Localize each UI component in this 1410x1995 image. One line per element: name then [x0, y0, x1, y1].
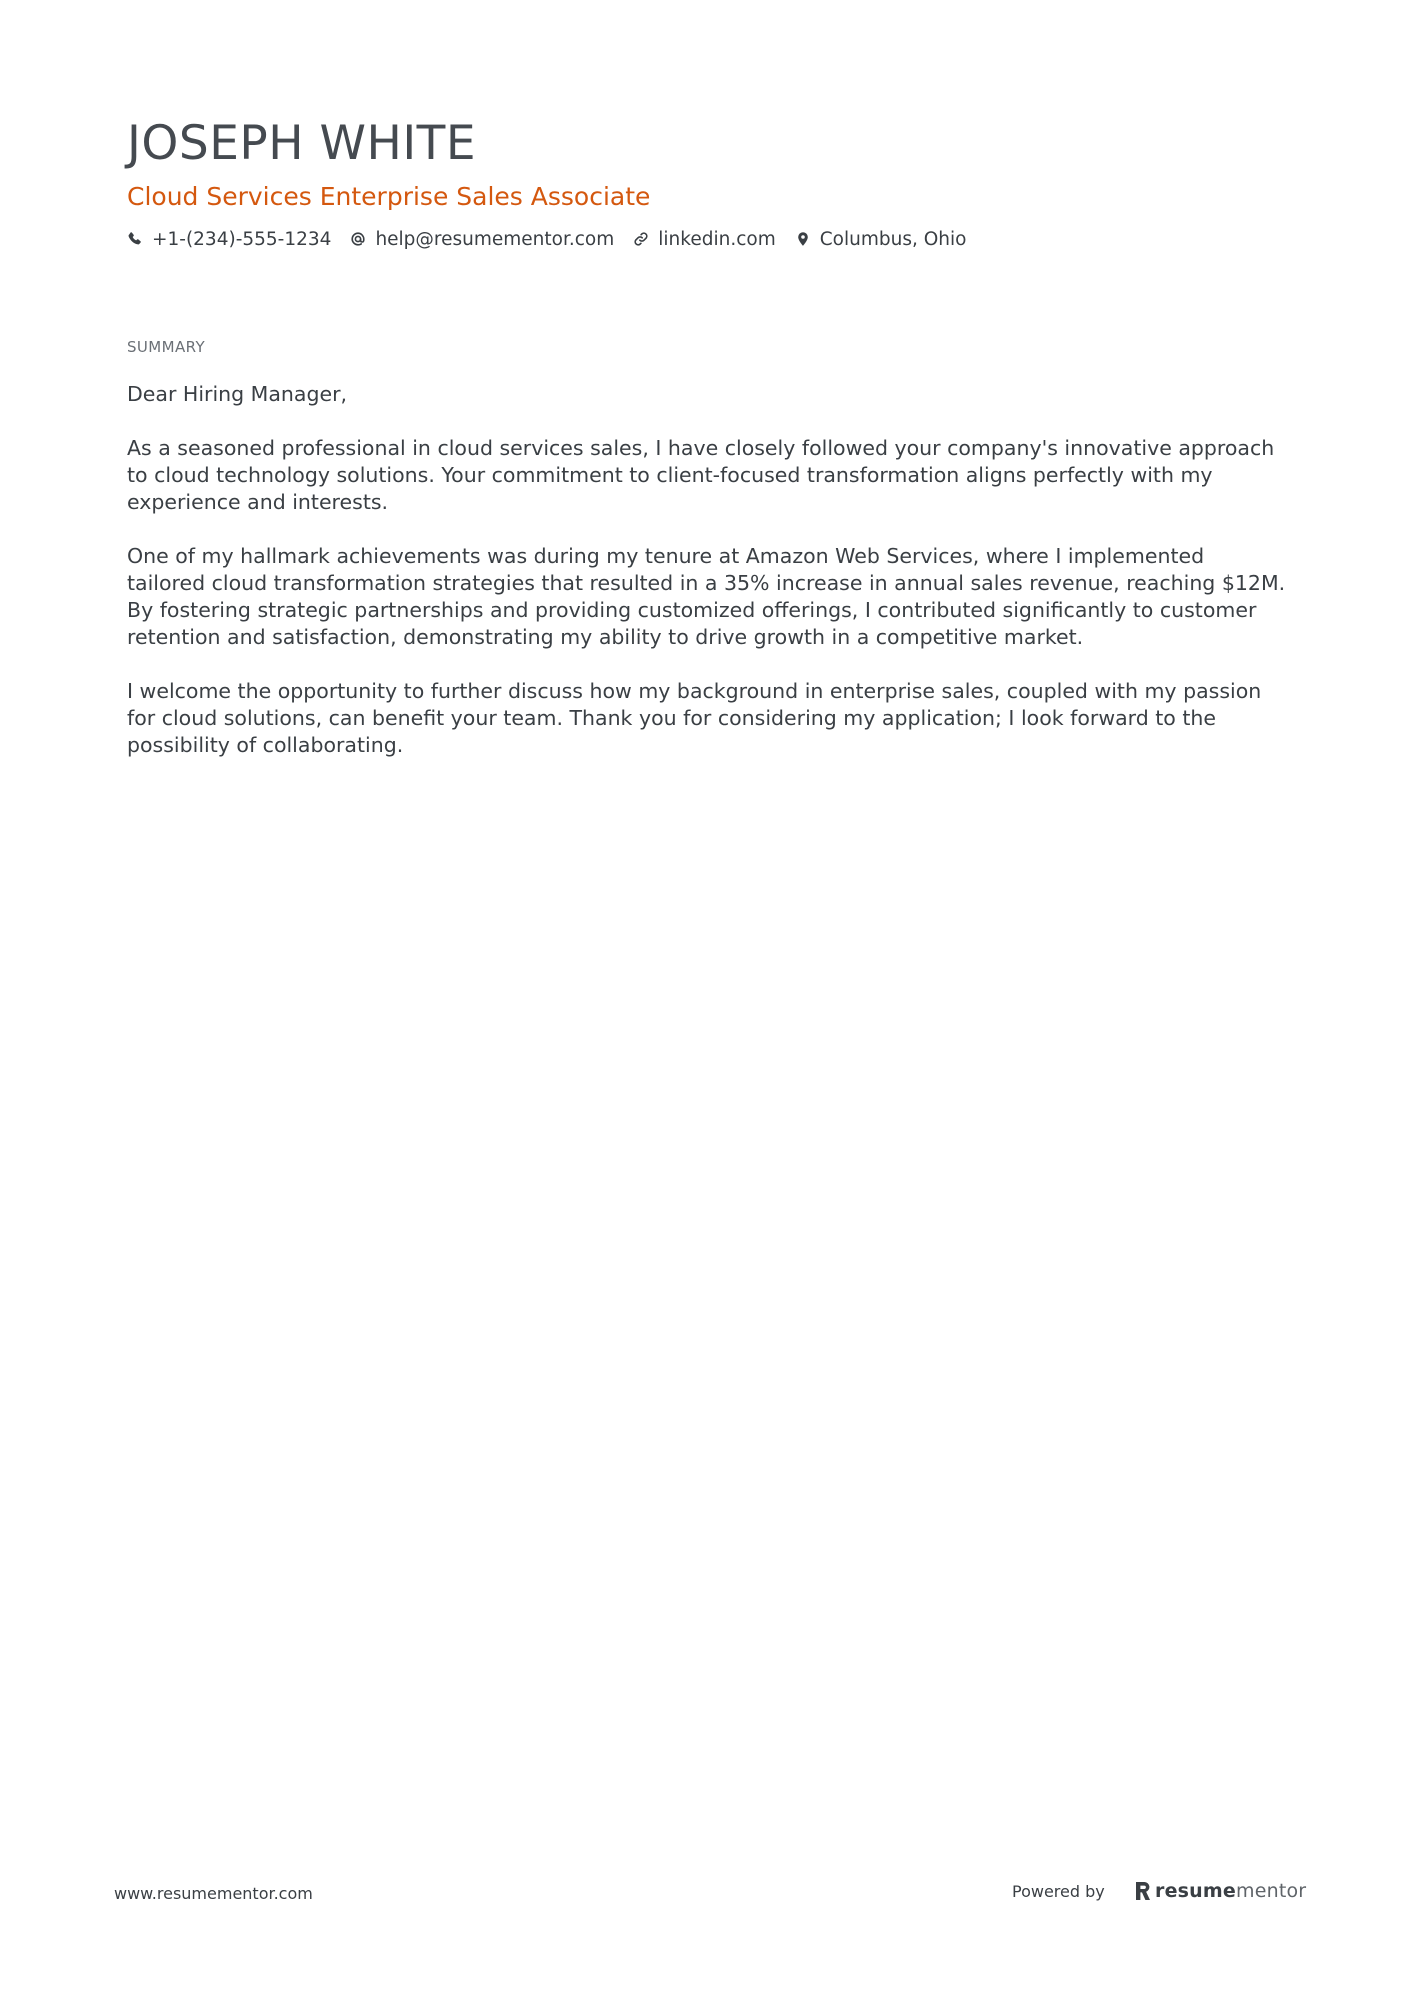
letter-paragraph: As a seasoned professional in cloud services sales, I have closely followed your company's innovative approach to cloud technology solutions. Your commitment to client-focused transformation aligns perfectly with my experience and interests.: [127, 436, 1275, 514]
phone-text: +1-(234)-555-1234: [152, 228, 332, 250]
contact-email[interactable]: [350, 229, 614, 250]
summary-heading: SUMMARY: [127, 338, 206, 356]
email-text: help@resumementor.com: [375, 228, 615, 250]
contact-bar: [127, 226, 985, 252]
linkedin-text: linkedin.com: [658, 228, 776, 250]
resumementor-logo[interactable]: [1134, 1878, 1306, 1904]
link-icon: [633, 231, 649, 247]
location-pin-icon: [795, 231, 811, 247]
candidate-name: JOSEPH WHITE: [127, 116, 477, 171]
powered-by-label: Powered by: [1012, 1882, 1105, 1901]
letter-paragraph: One of my hallmark achievements was during my tenure at Amazon Web Services, where I implemented tailored cloud transformation strategies that resulted in a 35% increase in annual sales revenue, reaching $12M. By fostering strategic partnerships and providing customized offerings, I contributed significantly to customer retention and satisfaction, demonstrating my ability to drive growth in a competitive market.: [127, 544, 1286, 649]
contact-phone: [127, 229, 331, 250]
contact-linkedin[interactable]: [633, 229, 775, 250]
brand-mentor-text: mentor: [1235, 1880, 1307, 1902]
resumementor-logo-icon: [1134, 1881, 1151, 1901]
job-title: Cloud Services Enterprise Sales Associate: [127, 182, 651, 211]
location-text: Columbus, Ohio: [819, 228, 967, 250]
footer-website-link[interactable]: www.resumementor.com: [114, 1884, 313, 1903]
at-icon: [350, 231, 366, 247]
letter-paragraph: I welcome the opportunity to further discuss how my background in enterprise sales, coupled with my passion for cloud solutions, can benefit your team. Thank you for considering my application; I look forward to the possibility of collaborating.: [127, 679, 1262, 757]
brand-resume-text: resume: [1155, 1880, 1236, 1902]
salutation: Dear Hiring Manager,: [127, 382, 348, 406]
contact-location: [795, 229, 967, 250]
phone-icon: [127, 231, 143, 247]
cover-letter-body: [127, 381, 1287, 786]
